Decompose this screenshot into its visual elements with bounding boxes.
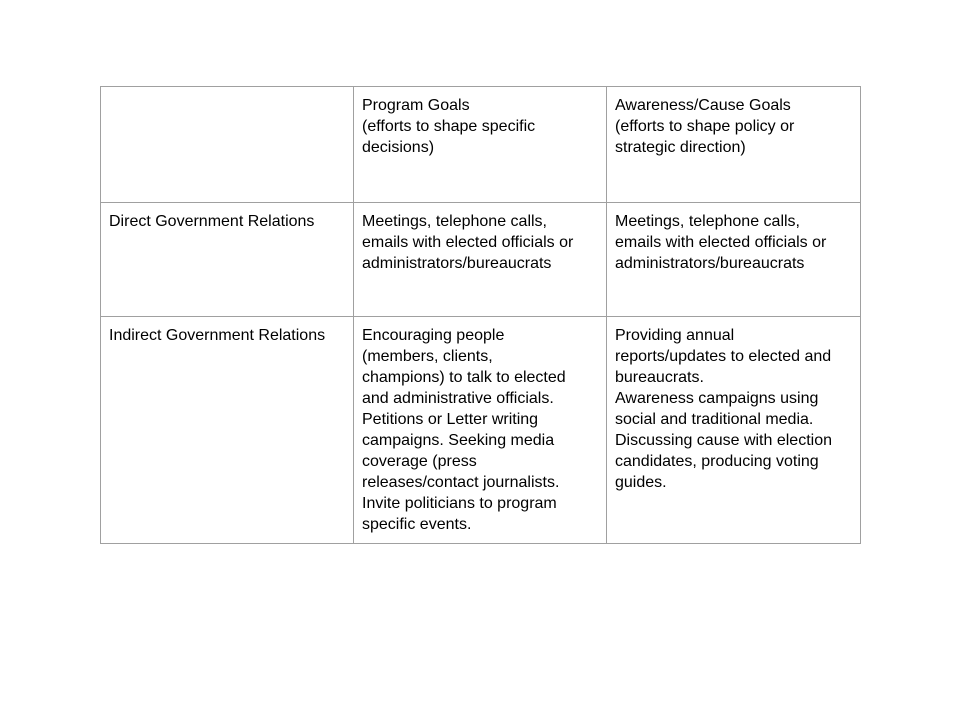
cell-indirect-program (354, 317, 607, 544)
cell-line: candidates, producing voting (615, 453, 819, 470)
goals-table (100, 86, 861, 544)
row-label-text: Indirect Government Relations (109, 327, 326, 344)
header-row (101, 87, 861, 203)
cell-line: Discussing cause with election (615, 432, 832, 449)
awareness-goals-subtitle-line: strategic direction) (615, 139, 746, 156)
cell-line: Providing annual (615, 327, 735, 344)
row-label-text: Direct Government Relations (109, 213, 315, 230)
header-awareness-goals (607, 87, 861, 203)
cell-line: reports/updates to elected and (615, 348, 832, 365)
cell-direct-program (354, 203, 607, 317)
program-goals-subtitle-line: (efforts to shape specific (362, 118, 536, 135)
cell-line: Invite politicians to program (362, 495, 557, 512)
row-label-indirect (101, 317, 354, 544)
cell-line: emails with elected officials or (362, 234, 574, 251)
cell-line: bureaucrats. (615, 369, 704, 386)
cell-line: emails with elected officials or (615, 234, 827, 251)
cell-line: (members, clients, (362, 348, 493, 365)
cell-line: releases/contact journalists. (362, 474, 560, 491)
cell-line: Encouraging people (362, 327, 505, 344)
table-row-direct (101, 203, 861, 317)
cell-line: specific events. (362, 516, 472, 533)
cell-line: social and traditional media. (615, 411, 814, 428)
header-empty-cell (101, 87, 354, 203)
cell-line: Awareness campaigns using (615, 390, 819, 407)
program-goals-title: Program Goals (362, 97, 470, 114)
awareness-goals-title: Awareness/Cause Goals (615, 97, 791, 114)
cell-line: champions) to talk to elected (362, 369, 566, 386)
cell-line: campaigns. Seeking media (362, 432, 555, 449)
table-row-indirect (101, 317, 861, 544)
cell-line: Meetings, telephone calls, (615, 213, 800, 230)
header-program-goals (354, 87, 607, 203)
cell-line: Meetings, telephone calls, (362, 213, 547, 230)
cell-line: guides. (615, 474, 667, 491)
cell-line: administrators/bureaucrats (615, 255, 805, 272)
cell-line: administrators/bureaucrats (362, 255, 552, 272)
program-goals-subtitle-line: decisions) (362, 139, 435, 156)
awareness-goals-subtitle-line: (efforts to shape policy or (615, 118, 795, 135)
cell-line: coverage (press (362, 453, 477, 470)
cell-line: and administrative officials. (362, 390, 554, 407)
cell-line: Petitions or Letter writing (362, 411, 539, 428)
cell-indirect-awareness (607, 317, 861, 544)
cell-direct-awareness (607, 203, 861, 317)
row-label-direct (101, 203, 354, 317)
